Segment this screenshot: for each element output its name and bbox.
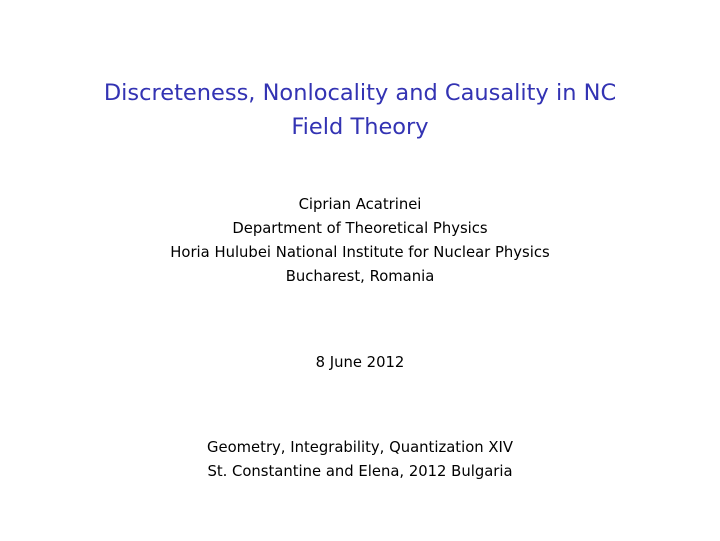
conference-location: St. Constantine and Elena, 2012 Bulgaria — [207, 463, 513, 480]
title-line-2: Field Theory — [291, 114, 429, 140]
author-name: Ciprian Acatrinei — [298, 196, 422, 213]
slide-title — [40, 76, 680, 144]
title-line-1: Discreteness, Nonlocality and Causality in NC — [103, 80, 617, 106]
author-department: Department of Theoretical Physics — [232, 220, 488, 237]
conference-name: Geometry, Integrability, Quantization XIV — [207, 439, 513, 456]
conference-block — [40, 436, 680, 484]
presentation-date: 8 June 2012 — [315, 354, 405, 371]
author-block — [40, 193, 680, 289]
author-institute: Horia Hulubei National Institute for Nuclear Physics — [170, 244, 550, 261]
author-location: Bucharest, Romania — [285, 268, 435, 285]
